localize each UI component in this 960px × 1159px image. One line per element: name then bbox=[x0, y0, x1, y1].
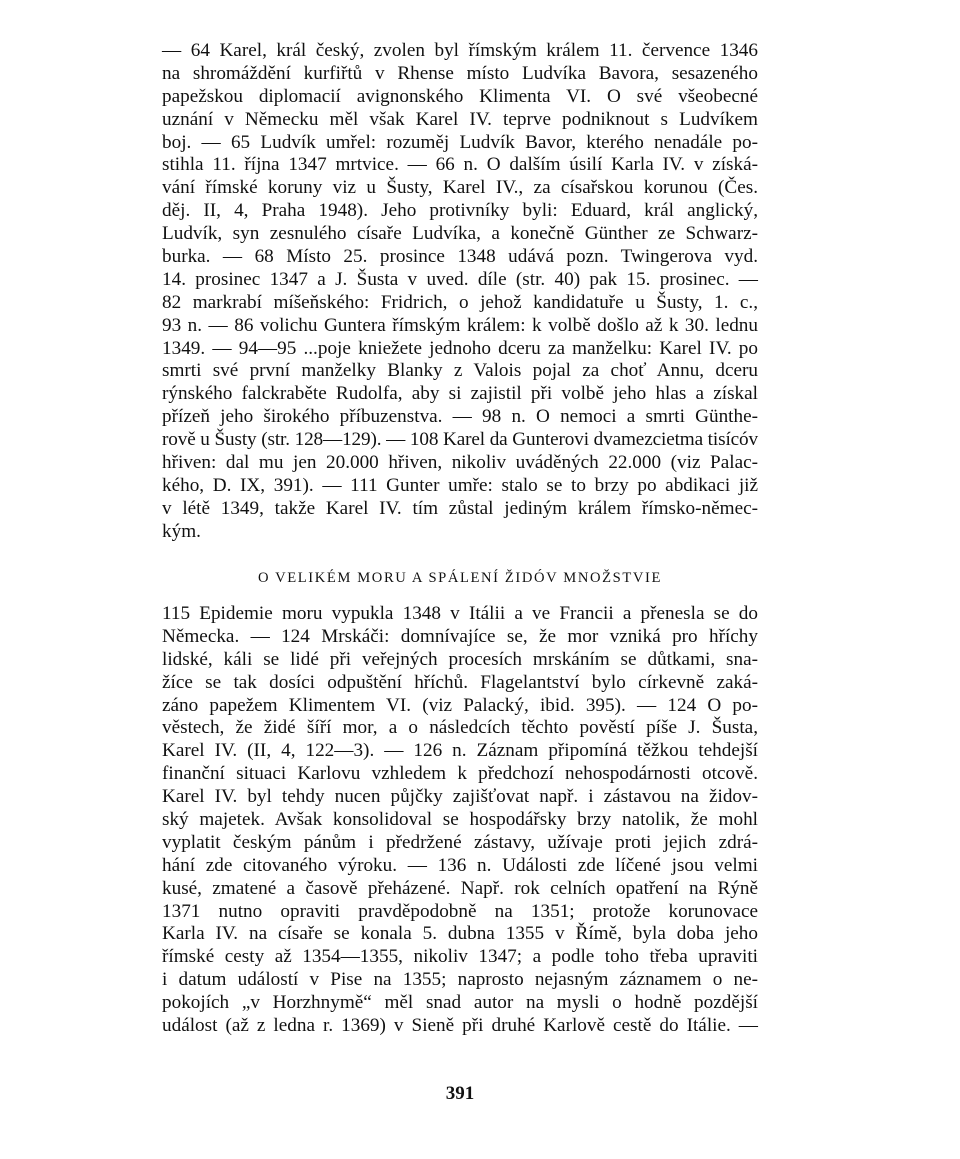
text-line: ský majetek. Avšak konsolidoval se hospodářsky brzy natolik, že mohl bbox=[162, 809, 758, 831]
text-line: smrti své první manželky Blanky z Valois pojal za choť Annu, dceru bbox=[162, 360, 758, 382]
text-line: Ludvík, syn zesnulého císaře Ludvíka, a konečně Günther ze Schwarz- bbox=[162, 223, 758, 245]
text-line: hřiven: dal mu jen 20.000 hřiven, nikoliv uváděných 22.000 (viz Palac- bbox=[162, 452, 758, 474]
text-line: 93 n. — 86 volichu Guntera římským králem: k volbě došlo až k 30. lednu bbox=[162, 314, 758, 336]
notes-block-1 bbox=[162, 40, 758, 544]
text-line: vání římské koruny viz u Šusty, Karel IV., za císařskou korunou (Čes. bbox=[162, 177, 758, 199]
text-line: rově u Šusty (str. 128—129). — 108 Karel da Gunterovi dvamezcietma tisícóv bbox=[162, 429, 758, 451]
text-line: 82 markrabí míšeňského: Fridrich, o jehož kandidatuře u Šusty, 1. c., bbox=[162, 291, 758, 313]
text-line: uznání v Německu měl však Karel IV. teprve podniknout s Ludvíkem bbox=[162, 108, 758, 130]
text-line: pokojích „v Horzhnymě“ měl snad autor na mysli o hodně pozdější bbox=[162, 992, 758, 1014]
text-line: v létě 1349, takže Karel IV. tím zůstal jediným králem římsko-němec- bbox=[162, 497, 758, 519]
text-line: finanční situaci Karlovu vzhledem k předchozí nehospodárnosti otcově. bbox=[162, 763, 758, 785]
text-line: 14. prosinec 1347 a J. Šusta v uved. díle (str. 40) pak 15. prosinec. — bbox=[162, 268, 758, 290]
page-number: 391 bbox=[445, 1083, 475, 1104]
text-line: žíce se tak dosíci odpuštění hříchů. Flagelantství bylo církevně zaká- bbox=[162, 671, 758, 693]
text-line: děj. II, 4, Praha 1948). Jeho protivníky byli: Eduard, král anglický, bbox=[162, 200, 758, 222]
text-line: záno papežem Klimentem VI. (viz Palacký, ibid. 395). — 124 O po- bbox=[162, 694, 758, 716]
text-line: stihla 11. října 1347 mrtvice. — 66 n. O dalším úsilí Karla IV. v získá- bbox=[162, 154, 758, 176]
text-line: lidské, káli se lidé při veřejných procesích mrskáním se důtkami, sna- bbox=[162, 648, 758, 670]
text-line: Německa. — 124 Mrskáči: domnívajíce se, že mor vzniká pro hříchy bbox=[162, 625, 758, 647]
text-line: 1349. — 94—95 ...poje kniežete jednoho dceru za manželku: Karel IV. po bbox=[162, 337, 758, 359]
section-heading: O VELIKÉM MORU A SPÁLENÍ ŽIDÓV MNOŽSTVIE bbox=[258, 570, 662, 586]
text-line: kého, D. IX, 391). — 111 Gunter umře: stalo se to brzy po abdikaci již bbox=[162, 474, 758, 496]
notes-block-2 bbox=[162, 603, 758, 1038]
text-line: i datum událostí v Pise na 1355; naprosto nejasným záznamem o ne- bbox=[162, 969, 758, 991]
text-line: burka. — 68 Místo 25. prosince 1348 udává pozn. Twingerova vyd. bbox=[162, 246, 758, 268]
text-line: Karla IV. na císaře se konala 5. dubna 1355 v Římě, byla doba jeho bbox=[162, 923, 758, 945]
text-line: 115 Epidemie moru vypukla 1348 v Itálii a ve Francii a přenesla se do bbox=[162, 603, 758, 624]
text-line: kusé, zmatené a časově přeházené. Např. rok celních opatření na Rýně bbox=[162, 877, 758, 899]
text-line: rýnského falckraběte Rudolfa, aby si zajistil při volbě jeho hlas a získal bbox=[162, 383, 758, 405]
text-line: boj. — 65 Ludvík umřel: rozuměj Ludvík Bavor, kterého nenadále po- bbox=[162, 131, 758, 153]
text-line: věstech, že židé šíří mor, a o následcích těchto pověstí píše J. Šusta, bbox=[162, 717, 758, 739]
text-line: 1371 nutno opraviti pravděpodobně na 1351; protože korunovace bbox=[162, 900, 758, 922]
text-line: papežskou diplomacií avignonského Klimenta VI. O své všeobecné bbox=[162, 85, 758, 107]
text-line: římské cesty až 1354—1355, nikoliv 1347; a podle toho třeba upraviti bbox=[162, 946, 758, 968]
text-line: přízeň jeho širokého příbuzenstva. — 98 n. O nemoci a smrti Günthe- bbox=[162, 406, 758, 428]
text-line: Karel IV. (II, 4, 122—3). — 126 n. Záznam připomíná těžkou tehdejší bbox=[162, 740, 758, 762]
text-line: vyplatit českým pánům i předržené zástavy, užívaje proti jejich zdrá- bbox=[162, 831, 758, 853]
text-line: Karel IV. byl tehdy nucen půjčky zajišťovat např. i zástavou na židov- bbox=[162, 786, 758, 808]
text-line: — 64 Karel, král český, zvolen byl římským králem 11. července 1346 bbox=[162, 40, 758, 61]
text-line: událost (až z ledna r. 1369) v Sieně při druhé Karlově cestě do Itálie. — bbox=[162, 1015, 758, 1037]
text-line: kým. bbox=[162, 520, 201, 542]
text-line: na shromáždění kurfiřtů v Rhense místo Ludvíka Bavora, sesazeného bbox=[162, 62, 758, 84]
text-line: hání zde citovaného výroku. — 136 n. Události zde líčené jsou velmi bbox=[162, 854, 758, 876]
